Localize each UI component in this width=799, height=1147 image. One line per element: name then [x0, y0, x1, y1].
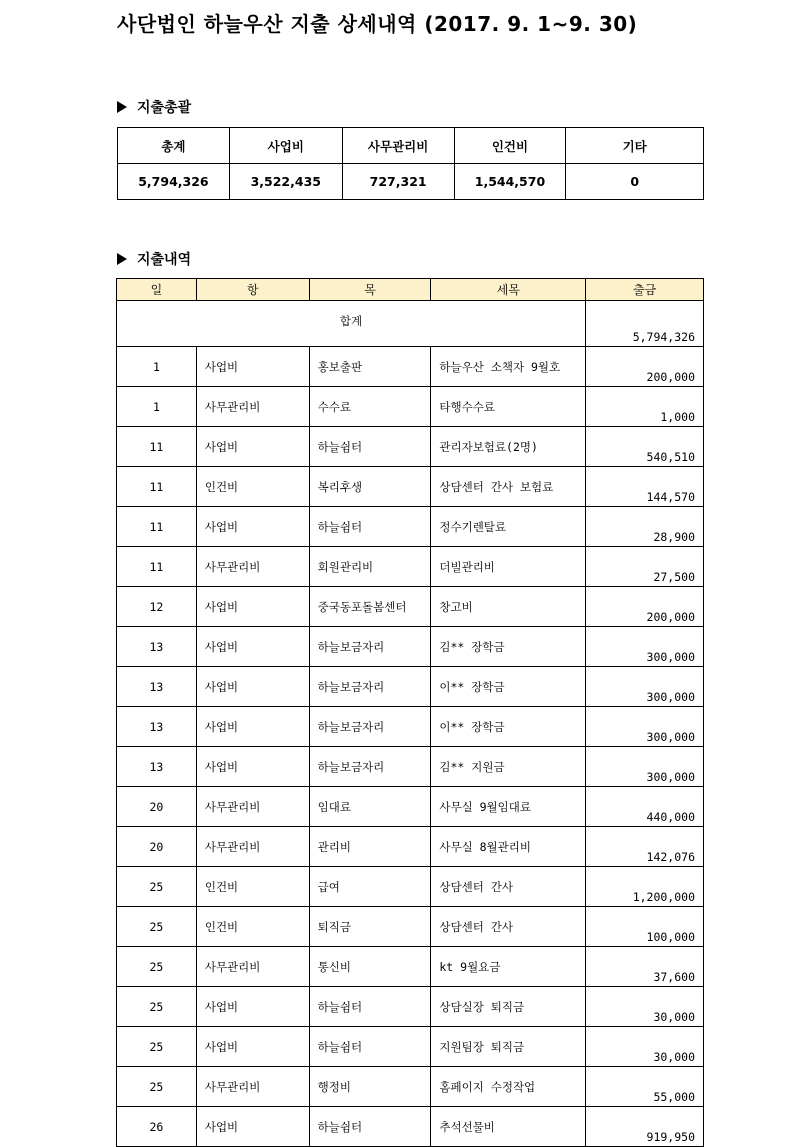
summary-value-cell: 5,794,326	[118, 164, 230, 200]
detail-category: 관리비	[309, 827, 431, 867]
table-row	[117, 707, 704, 747]
summary-heading	[117, 97, 191, 117]
detail-amount: 100,000	[586, 907, 704, 947]
detail-day: 11	[117, 427, 197, 467]
detail-amount: 300,000	[586, 747, 704, 787]
detail-category: 하늘쉼터	[309, 1107, 431, 1147]
detail-amount: 30,000	[586, 1027, 704, 1067]
detail-item: 사업비	[196, 1027, 309, 1067]
detail-header-row	[117, 279, 704, 301]
detail-day: 1	[117, 347, 197, 387]
detail-table	[116, 278, 704, 1147]
detail-category: 홍보출판	[309, 347, 431, 387]
detail-day: 20	[117, 787, 197, 827]
detail-subitem: 상담센터 간사	[431, 907, 586, 947]
table-row	[117, 787, 704, 827]
table-row	[117, 1067, 704, 1107]
detail-day: 26	[117, 1107, 197, 1147]
detail-category: 하늘쉼터	[309, 507, 431, 547]
detail-amount: 27,500	[586, 547, 704, 587]
detail-day: 11	[117, 547, 197, 587]
detail-day: 25	[117, 947, 197, 987]
detail-item: 사무관리비	[196, 547, 309, 587]
detail-item: 사업비	[196, 747, 309, 787]
detail-item: 인건비	[196, 467, 309, 507]
detail-amount: 55,000	[586, 1067, 704, 1107]
detail-day: 25	[117, 1027, 197, 1067]
detail-day: 25	[117, 867, 197, 907]
detail-item: 사업비	[196, 427, 309, 467]
detail-header-cell: 세목	[431, 279, 586, 301]
table-row	[117, 587, 704, 627]
detail-amount: 200,000	[586, 347, 704, 387]
summary-value-cell: 727,321	[342, 164, 454, 200]
detail-category: 하늘보금자리	[309, 747, 431, 787]
detail-subitem: 관리자보험료(2명)	[431, 427, 586, 467]
detail-subitem: 사무실 9월임대료	[431, 787, 586, 827]
detail-subitem: 홈페이지 수정작업	[431, 1067, 586, 1107]
detail-category: 하늘쉼터	[309, 1027, 431, 1067]
detail-subitem: 창고비	[431, 587, 586, 627]
table-row	[117, 427, 704, 467]
detail-subitem: 상담실장 퇴직금	[431, 987, 586, 1027]
detail-category: 중국동포돌봄센터	[309, 587, 431, 627]
detail-subitem: 하늘우산 소책자 9월호	[431, 347, 586, 387]
detail-header-cell: 목	[309, 279, 431, 301]
table-row	[117, 867, 704, 907]
table-row	[117, 627, 704, 667]
detail-subitem: 타행수수료	[431, 387, 586, 427]
detail-subitem: 이** 장학금	[431, 707, 586, 747]
detail-item: 사업비	[196, 987, 309, 1027]
detail-category: 하늘보금자리	[309, 707, 431, 747]
page-title: 사단법인 하늘우산 지출 상세내역 (2017. 9. 1~9. 30)	[117, 12, 638, 36]
summary-header-cell: 총계	[118, 128, 230, 164]
summary-value-cell: 1,544,570	[454, 164, 566, 200]
detail-subitem: 상담센터 간사 보험료	[431, 467, 586, 507]
table-row	[117, 947, 704, 987]
detail-category: 하늘쉼터	[309, 427, 431, 467]
detail-header-cell: 항	[196, 279, 309, 301]
detail-day: 13	[117, 627, 197, 667]
summary-value-cell: 3,522,435	[229, 164, 342, 200]
detail-day: 1	[117, 387, 197, 427]
detail-day: 13	[117, 707, 197, 747]
triangle-bullet-icon	[117, 101, 127, 113]
detail-category: 퇴직금	[309, 907, 431, 947]
detail-item: 사업비	[196, 707, 309, 747]
detail-subitem: 상담센터 간사	[431, 867, 586, 907]
detail-day: 11	[117, 467, 197, 507]
detail-day: 13	[117, 667, 197, 707]
table-row	[117, 987, 704, 1027]
detail-amount: 144,570	[586, 467, 704, 507]
detail-amount: 440,000	[586, 787, 704, 827]
detail-item: 사무관리비	[196, 387, 309, 427]
detail-category: 하늘보금자리	[309, 627, 431, 667]
detail-category: 하늘쉼터	[309, 987, 431, 1027]
detail-day: 13	[117, 747, 197, 787]
detail-amount: 37,600	[586, 947, 704, 987]
detail-amount: 200,000	[586, 587, 704, 627]
detail-amount: 300,000	[586, 667, 704, 707]
summary-header-cell: 인건비	[454, 128, 566, 164]
detail-amount: 919,950	[586, 1107, 704, 1147]
detail-item: 사업비	[196, 587, 309, 627]
detail-item: 사업비	[196, 1107, 309, 1147]
summary-value-row	[118, 164, 704, 200]
detail-day: 20	[117, 827, 197, 867]
table-row	[117, 747, 704, 787]
detail-category: 행정비	[309, 1067, 431, 1107]
triangle-bullet-icon	[117, 253, 127, 265]
total-row	[117, 301, 704, 347]
detail-heading-label: 지출내역	[137, 252, 192, 268]
table-row	[117, 1107, 704, 1147]
detail-category: 수수료	[309, 387, 431, 427]
table-row	[117, 467, 704, 507]
detail-subitem: 지원팀장 퇴직금	[431, 1027, 586, 1067]
summary-header-cell: 사무관리비	[342, 128, 454, 164]
detail-amount: 540,510	[586, 427, 704, 467]
detail-subitem: 김** 지원금	[431, 747, 586, 787]
detail-amount: 300,000	[586, 707, 704, 747]
detail-item: 사무관리비	[196, 787, 309, 827]
detail-day: 12	[117, 587, 197, 627]
table-row	[117, 547, 704, 587]
table-row	[117, 827, 704, 867]
summary-header-cell: 사업비	[229, 128, 342, 164]
detail-amount: 28,900	[586, 507, 704, 547]
table-row	[117, 507, 704, 547]
total-label: 합계	[117, 301, 586, 347]
detail-subitem: 이** 장학금	[431, 667, 586, 707]
detail-category: 복리후생	[309, 467, 431, 507]
detail-day: 25	[117, 987, 197, 1027]
detail-category: 하늘보금자리	[309, 667, 431, 707]
table-row	[117, 347, 704, 387]
detail-day: 25	[117, 907, 197, 947]
detail-subitem: 더빌관리비	[431, 547, 586, 587]
detail-category: 급여	[309, 867, 431, 907]
table-row	[117, 907, 704, 947]
detail-header-cell: 일	[117, 279, 197, 301]
table-row	[117, 1027, 704, 1067]
detail-item: 인건비	[196, 867, 309, 907]
detail-item: 사무관리비	[196, 947, 309, 987]
summary-header-cell: 기타	[566, 128, 704, 164]
summary-heading-label: 지출총괄	[137, 100, 192, 116]
detail-category: 통신비	[309, 947, 431, 987]
detail-item: 사업비	[196, 507, 309, 547]
detail-item: 사업비	[196, 627, 309, 667]
summary-header-row	[118, 128, 704, 164]
detail-day: 11	[117, 507, 197, 547]
detail-item: 사무관리비	[196, 1067, 309, 1107]
detail-subitem: 정수기렌탈료	[431, 507, 586, 547]
detail-subitem: 사무실 8월관리비	[431, 827, 586, 867]
table-row	[117, 667, 704, 707]
total-amount: 5,794,326	[586, 301, 704, 347]
detail-item: 사업비	[196, 347, 309, 387]
detail-day: 25	[117, 1067, 197, 1107]
detail-amount: 142,076	[586, 827, 704, 867]
detail-item: 사업비	[196, 667, 309, 707]
detail-subitem: 김** 장학금	[431, 627, 586, 667]
detail-category: 회원관리비	[309, 547, 431, 587]
summary-value-cell: 0	[566, 164, 704, 200]
summary-table	[117, 127, 704, 200]
detail-amount: 1,000	[586, 387, 704, 427]
detail-amount: 1,200,000	[586, 867, 704, 907]
detail-subitem: 추석선물비	[431, 1107, 586, 1147]
detail-heading	[117, 249, 191, 269]
detail-item: 인건비	[196, 907, 309, 947]
detail-subitem: kt 9월요금	[431, 947, 586, 987]
detail-header-cell: 출금	[586, 279, 704, 301]
table-row	[117, 387, 704, 427]
detail-amount: 300,000	[586, 627, 704, 667]
detail-category: 임대료	[309, 787, 431, 827]
detail-item: 사무관리비	[196, 827, 309, 867]
detail-amount: 30,000	[586, 987, 704, 1027]
